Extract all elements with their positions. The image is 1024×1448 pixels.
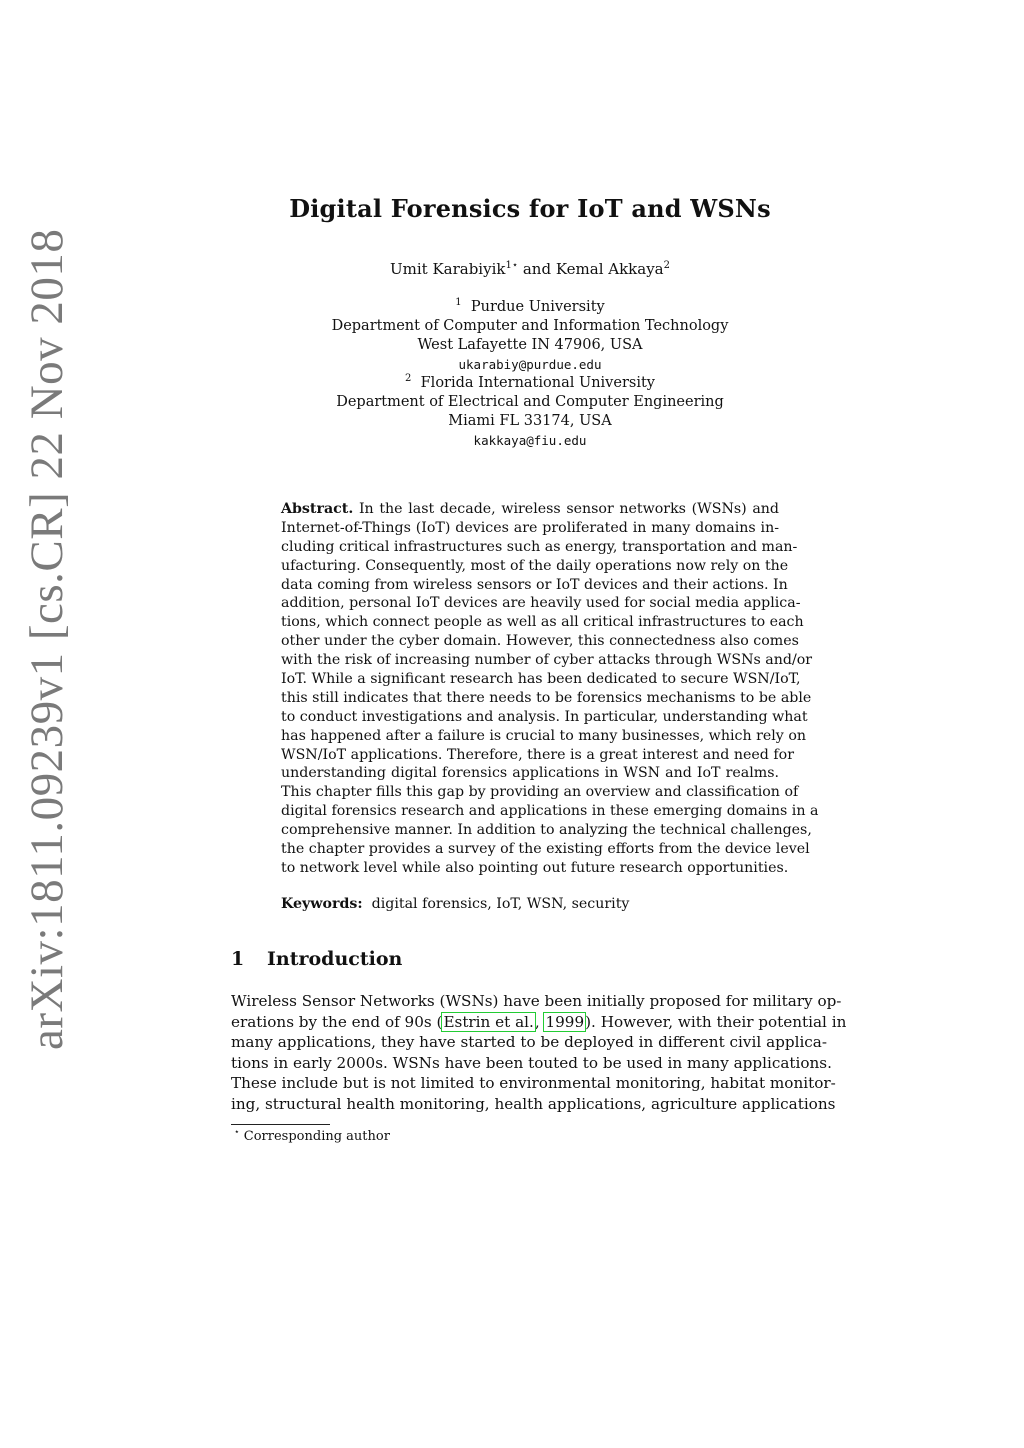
body-line: Wireless Sensor Networks (WSNs) have been initially proposed for military op- xyxy=(231,992,842,1010)
affiliation-mark: 2 xyxy=(405,373,412,385)
author-name: Kemal Akkaya xyxy=(555,260,664,278)
abstract-line: cluding critical infrastructures such as energy, transportation and man- xyxy=(281,538,798,555)
footnote-text: Corresponding author xyxy=(243,1129,390,1144)
abstract-line: understanding digital forensics applications in WSN and IoT realms. xyxy=(281,765,779,782)
body-line: erations by the end of 90s (Estrin et al., 1999). However, with their potential in xyxy=(231,1012,847,1031)
author-conjunction: and xyxy=(518,260,556,278)
abstract-line: IoT. While a significant research has been dedicated to secure WSN/IoT, xyxy=(281,671,801,688)
body-line: tions in early 2000s. WSNs have been touted to be used in many applications. xyxy=(231,1053,832,1072)
affiliation-address: Miami FL 33174, USA xyxy=(448,413,612,429)
abstract-line: the chapter provides a survey of the existing efforts from the device level xyxy=(281,841,810,858)
author-line xyxy=(0,260,1024,278)
citation-year-link[interactable]: 1999 xyxy=(545,1012,585,1031)
abstract-line: to conduct investigations and analysis. In particular, understanding what xyxy=(281,708,808,725)
abstract-line: has happened after a failure is crucial to many businesses, which rely on xyxy=(281,727,807,744)
affiliation-mark: 1 xyxy=(455,297,462,309)
abstract-line: data coming from wireless sensors or IoT devices and their actions. In xyxy=(281,576,788,593)
affiliation-department: Department of Electrical and Computer Engineering xyxy=(336,394,724,410)
author-mark: 1⋆ xyxy=(505,260,519,271)
abstract xyxy=(281,500,819,878)
body-line: These include but is not limited to environmental monitoring, habitat monitor- xyxy=(231,1074,836,1093)
email-link[interactable]: ukarabiy@purdue.edu xyxy=(458,357,602,372)
affiliation-address: West Lafayette IN 47906, USA xyxy=(417,337,643,353)
keywords xyxy=(281,896,629,912)
abstract-line: This chapter fills this gap by providing an overview and classification of xyxy=(281,784,799,801)
section-heading xyxy=(231,948,402,970)
abstract-line: addition, personal IoT devices are heavily used for social media applica- xyxy=(281,595,801,612)
affiliation-department: Department of Computer and Information Technology xyxy=(331,318,729,334)
author-mark: 2 xyxy=(663,260,671,271)
paper-title: Digital Forensics for IoT and WSNs xyxy=(289,194,771,223)
abstract-line: Abstract. In the last decade, wireless sensor networks (WSNs) and xyxy=(281,501,779,517)
keywords-text: digital forensics, IoT, WSN, security xyxy=(371,896,630,912)
affiliations xyxy=(0,298,1024,450)
abstract-line: comprehensive manner. In addition to analyzing the technical challenges, xyxy=(281,822,812,839)
abstract-line: tions, which connect people as well as all critical infrastructures to each xyxy=(281,614,804,631)
citation-link[interactable]: Estrin et al. xyxy=(443,1012,534,1031)
arxiv-identifier: arXiv:1811.09239v1 [cs.CR] 22 Nov 2018 xyxy=(21,228,73,1050)
abstract-line: other under the cyber domain. However, this connectedness also comes xyxy=(281,633,799,650)
abstract-line: Internet-of-Things (IoT) devices are proliferated in many domains in- xyxy=(281,519,779,536)
abstract-line: digital forensics research and applications in these emerging domains in a xyxy=(281,803,819,820)
affiliation-name: $^2$ Florida International University xyxy=(405,373,655,391)
abstract-line: with the risk of increasing number of cyber attacks through WSNs and/or xyxy=(281,652,813,669)
abstract-line: WSN/IoT applications. Therefore, there is a great interest and need for xyxy=(281,746,794,763)
body-line: many applications, they have started to be deployed in different civil applica- xyxy=(231,1033,827,1052)
footnote xyxy=(234,1129,390,1144)
affiliation-name: $^1$ Purdue University xyxy=(455,297,605,315)
body-paragraph xyxy=(231,991,847,1115)
footnote-mark: ⋆ xyxy=(234,1127,240,1138)
footnote-divider xyxy=(231,1124,330,1125)
abstract-line: to network level while also pointing out future research opportunities. xyxy=(281,859,789,876)
section-title: Introduction xyxy=(267,948,403,970)
section-number: 1 xyxy=(231,948,245,970)
keywords-label: Keywords: xyxy=(281,896,363,912)
email-link[interactable]: kakkaya@fiu.edu xyxy=(473,433,587,448)
author-name: Umit Karabiyik xyxy=(389,260,506,278)
abstract-label: Abstract. xyxy=(281,501,354,517)
body-line: ing, structural health monitoring, health applications, agriculture applications xyxy=(231,1094,836,1113)
abstract-line: this still indicates that there needs to be forensics mechanisms to be able xyxy=(281,689,812,706)
abstract-line: ufacturing. Consequently, most of the daily operations now rely on the xyxy=(281,557,789,574)
